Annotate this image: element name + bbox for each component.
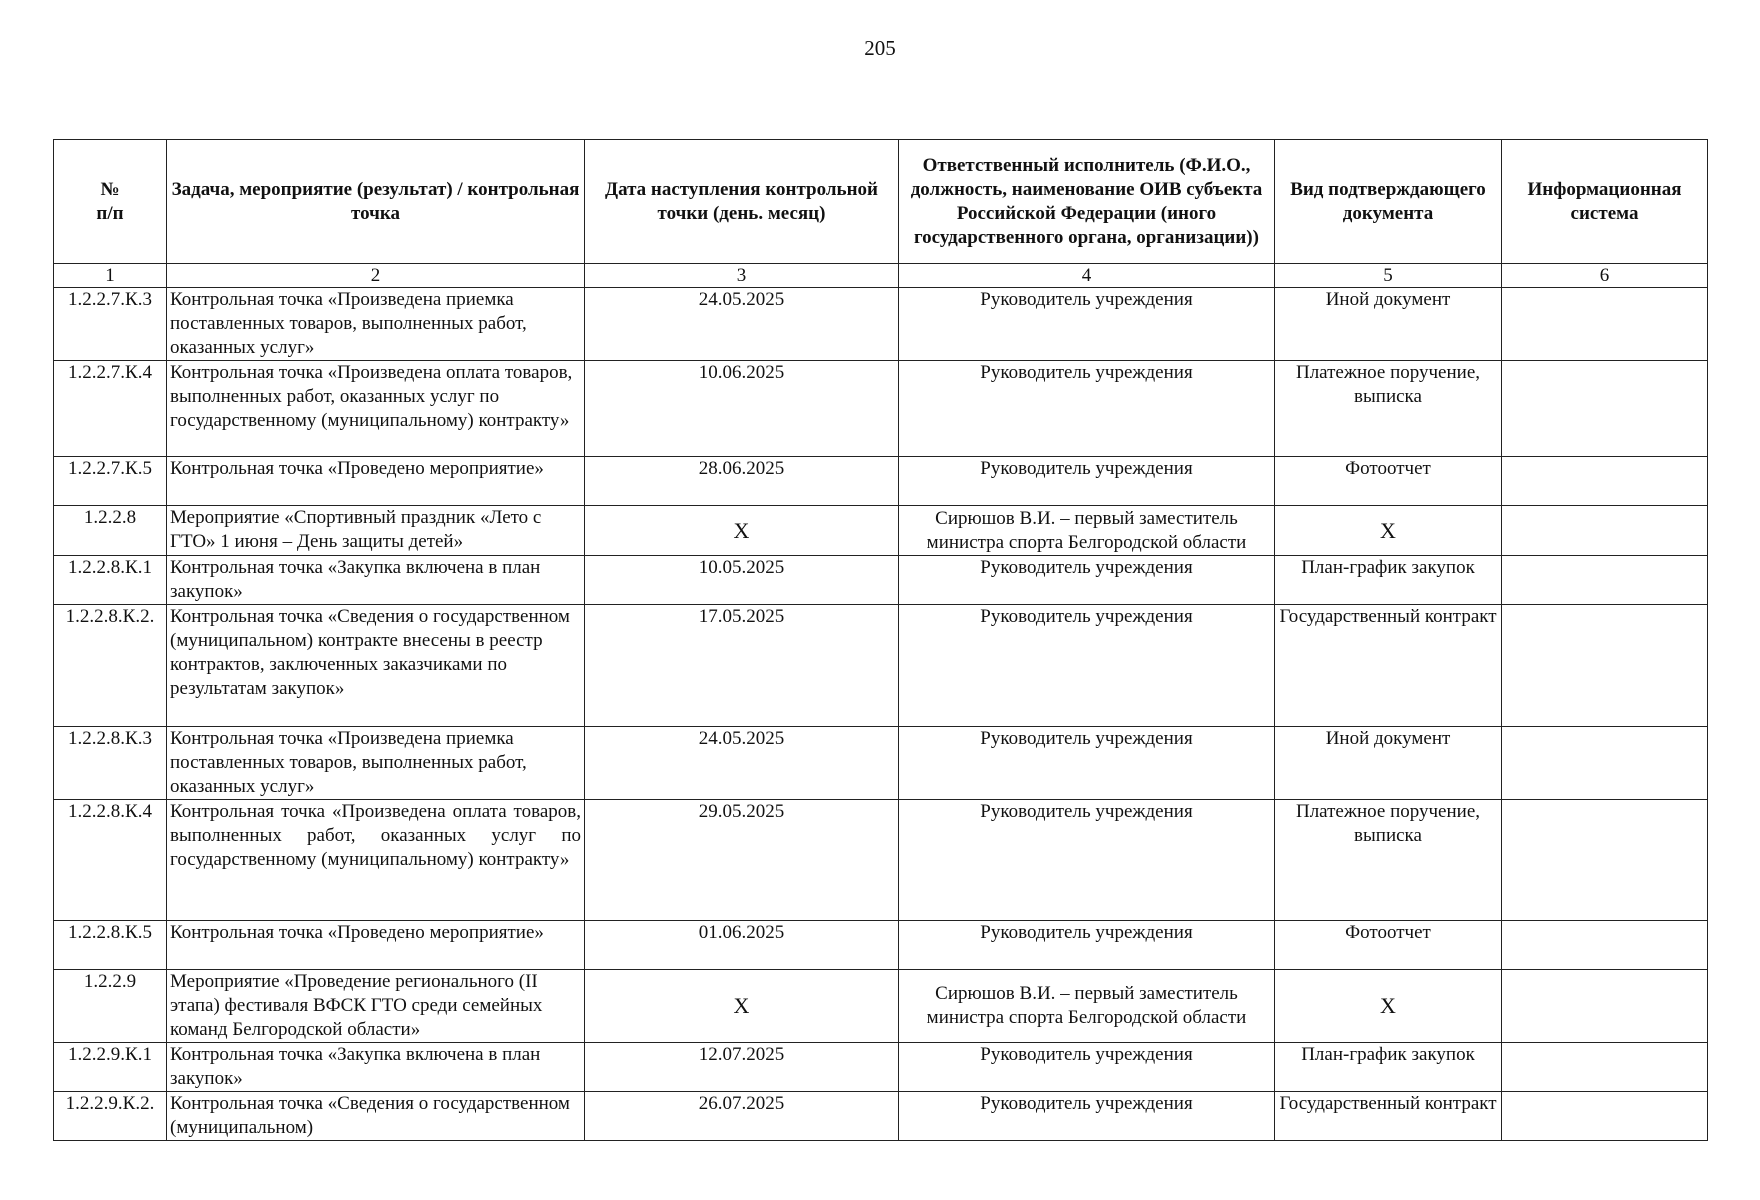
row-task: Контрольная точка «Сведения о государственном (муниципальном) контракте внесены в реестр контрактов, заключенных заказчиками по результатам закупок»	[167, 605, 585, 727]
header-number	[54, 140, 167, 264]
row-task: Контрольная точка «Произведена приемка поставленных товаров, выполненных работ, оказанных услуг»	[167, 288, 585, 361]
header-task	[167, 140, 585, 264]
row-info-system	[1502, 1092, 1708, 1141]
row-document-type: План-график закупок	[1275, 1043, 1502, 1092]
row-number: 1.2.2.9.К.2.	[54, 1092, 167, 1141]
row-date: 24.05.2025	[585, 288, 899, 361]
header-date	[585, 140, 899, 264]
row-task: Контрольная точка «Проведено мероприятие»	[167, 457, 585, 506]
table-row	[54, 556, 1708, 605]
row-document-type: Иной документ	[1275, 288, 1502, 361]
row-responsible: Сирюшов В.И. – первый заместитель министра спорта Белгородской области	[899, 970, 1275, 1043]
row-document-type: Государственный контракт	[1275, 605, 1502, 727]
row-number: 1.2.2.8.К.5	[54, 921, 167, 970]
table-row	[54, 506, 1708, 556]
table-row	[54, 1043, 1708, 1092]
row-responsible: Руководитель учреждения	[899, 727, 1275, 800]
header-info-system-text: Информационная система	[1527, 178, 1682, 224]
header-responsible	[899, 140, 1275, 264]
row-task: Контрольная точка «Произведена оплата товаров, выполненных работ, оказанных услуг по государственному (муниципальному) контракту»	[167, 800, 585, 921]
table-row	[54, 800, 1708, 921]
row-number: 1.2.2.9	[54, 970, 167, 1043]
row-task: Мероприятие «Спортивный праздник «Лето с ГТО» 1 июня – День защиты детей»	[167, 506, 585, 556]
column-number: 5	[1275, 264, 1502, 288]
row-task: Контрольная точка «Произведена оплата товаров, выполненных работ, оказанных услуг по государственному (муниципальному) контракту»	[167, 361, 585, 457]
column-number: 4	[899, 264, 1275, 288]
row-date: 10.05.2025	[585, 556, 899, 605]
row-info-system	[1502, 970, 1708, 1043]
row-date: 24.05.2025	[585, 727, 899, 800]
checkpoints-table	[53, 139, 1708, 1141]
row-responsible: Руководитель учреждения	[899, 800, 1275, 921]
table-row	[54, 605, 1708, 727]
row-date: 29.05.2025	[585, 800, 899, 921]
row-info-system	[1502, 288, 1708, 361]
column-number: 2	[167, 264, 585, 288]
row-info-system	[1502, 921, 1708, 970]
row-responsible: Руководитель учреждения	[899, 921, 1275, 970]
row-responsible: Руководитель учреждения	[899, 605, 1275, 727]
header-task-text: Задача, мероприятие (результат) / контрольная точка	[171, 178, 580, 224]
row-info-system	[1502, 506, 1708, 556]
table-row	[54, 970, 1708, 1043]
row-number: 1.2.2.8.К.3	[54, 727, 167, 800]
row-date: 17.05.2025	[585, 605, 899, 727]
row-date: 28.06.2025	[585, 457, 899, 506]
column-number: 6	[1502, 264, 1708, 288]
row-date: 12.07.2025	[585, 1043, 899, 1092]
row-document-type: Государственный контракт	[1275, 1092, 1502, 1141]
table-row	[54, 288, 1708, 361]
row-info-system	[1502, 361, 1708, 457]
table-row	[54, 1092, 1708, 1141]
row-number: 1.2.2.8.К.4	[54, 800, 167, 921]
table-header-row	[54, 140, 1708, 264]
table-row	[54, 361, 1708, 457]
row-document-type: Платежное поручение, выписка	[1275, 361, 1502, 457]
row-date: 26.07.2025	[585, 1092, 899, 1141]
row-document-type: Платежное поручение, выписка	[1275, 800, 1502, 921]
row-task: Контрольная точка «Проведено мероприятие»	[167, 921, 585, 970]
row-responsible: Руководитель учреждения	[899, 361, 1275, 457]
header-responsible-text: Ответственный исполнитель (Ф.И.О., должность, наименование ОИВ субъекта Российской Федерации (иного государственного органа, организации))	[910, 154, 1263, 248]
row-date: Х	[585, 506, 899, 556]
row-document-type: Х	[1275, 506, 1502, 556]
table-row	[54, 727, 1708, 800]
row-document-type: План-график закупок	[1275, 556, 1502, 605]
header-document-type	[1275, 140, 1502, 264]
row-date: 10.06.2025	[585, 361, 899, 457]
row-number: 1.2.2.7.К.4	[54, 361, 167, 457]
row-number: 1.2.2.7.К.3	[54, 288, 167, 361]
table-row	[54, 457, 1708, 506]
header-info-system	[1502, 140, 1708, 264]
row-responsible: Руководитель учреждения	[899, 1092, 1275, 1141]
row-info-system	[1502, 457, 1708, 506]
page-number: 205	[864, 36, 896, 60]
row-info-system	[1502, 556, 1708, 605]
row-responsible: Руководитель учреждения	[899, 288, 1275, 361]
row-info-system	[1502, 1043, 1708, 1092]
row-document-type: Иной документ	[1275, 727, 1502, 800]
header-number-text: № п/п	[96, 178, 124, 224]
row-task: Контрольная точка «Сведения о государственном (муниципальном)	[167, 1092, 585, 1141]
header-document-type-text: Вид подтверждающего документа	[1290, 178, 1486, 224]
row-date: 01.06.2025	[585, 921, 899, 970]
row-date: Х	[585, 970, 899, 1043]
header-date-text: Дата наступления контрольной точки (день. месяц)	[605, 178, 878, 224]
row-responsible: Руководитель учреждения	[899, 1043, 1275, 1092]
row-number: 1.2.2.7.К.5	[54, 457, 167, 506]
row-info-system	[1502, 605, 1708, 727]
row-responsible: Руководитель учреждения	[899, 556, 1275, 605]
table-row	[54, 921, 1708, 970]
row-number: 1.2.2.8.К.2.	[54, 605, 167, 727]
row-info-system	[1502, 800, 1708, 921]
row-task: Контрольная точка «Закупка включена в план закупок»	[167, 1043, 585, 1092]
row-responsible: Руководитель учреждения	[899, 457, 1275, 506]
row-number: 1.2.2.8.К.1	[54, 556, 167, 605]
row-task: Контрольная точка «Произведена приемка поставленных товаров, выполненных работ, оказанных услуг»	[167, 727, 585, 800]
row-task: Мероприятие «Проведение регионального (II этапа) фестиваля ВФСК ГТО среди семейных команд Белгородской области»	[167, 970, 585, 1043]
column-number: 3	[585, 264, 899, 288]
column-numbers-row	[54, 264, 1708, 288]
row-document-type: Фотоотчет	[1275, 457, 1502, 506]
row-number: 1.2.2.8	[54, 506, 167, 556]
row-number: 1.2.2.9.К.1	[54, 1043, 167, 1092]
row-document-type: Фотоотчет	[1275, 921, 1502, 970]
row-document-type: Х	[1275, 970, 1502, 1043]
column-number: 1	[54, 264, 167, 288]
row-info-system	[1502, 727, 1708, 800]
row-task: Контрольная точка «Закупка включена в план закупок»	[167, 556, 585, 605]
row-responsible: Сирюшов В.И. – первый заместитель министра спорта Белгородской области	[899, 506, 1275, 556]
